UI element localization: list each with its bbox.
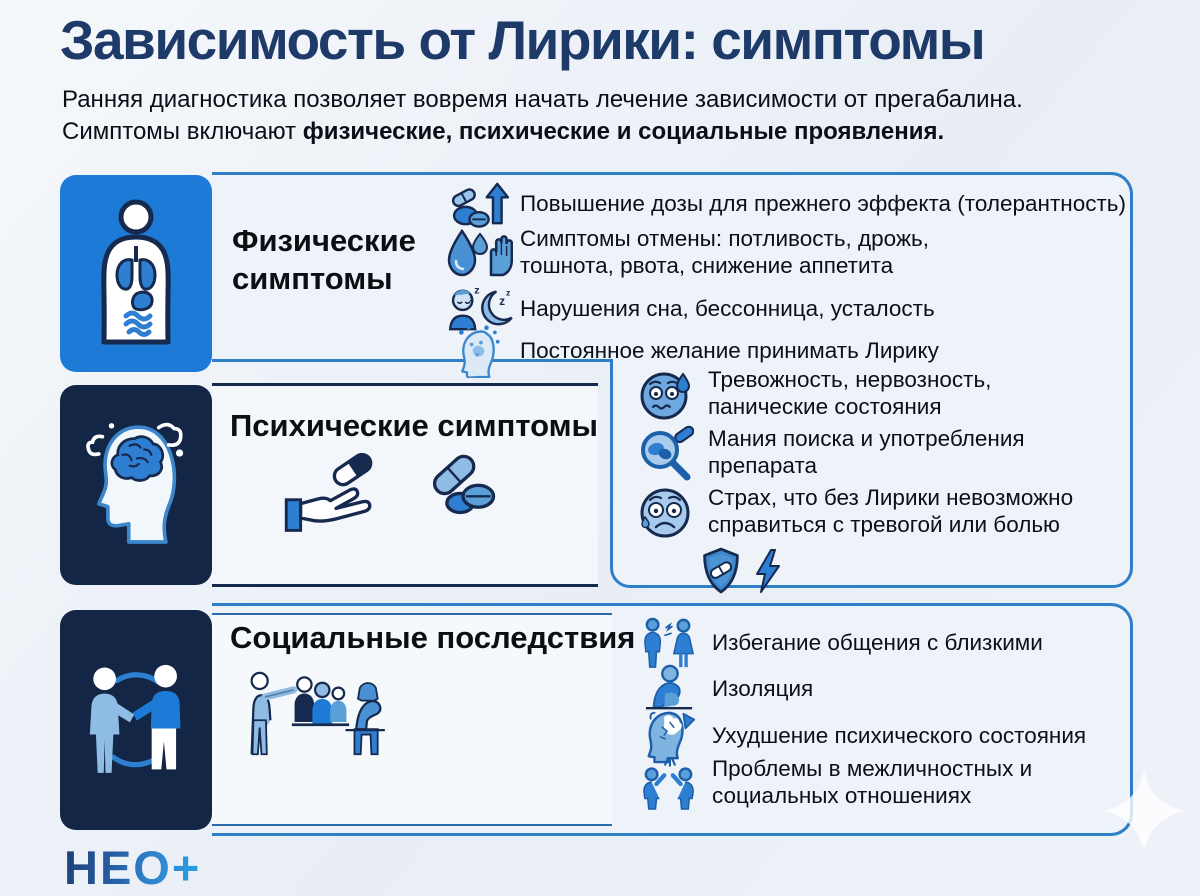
symptom-text: Симптомы отмены: потливость, дрожь, тошнота, рвота, снижение аппетита	[520, 226, 929, 278]
brand-plus: +	[171, 841, 202, 894]
symptom-text: Избегание общения с близкими	[712, 629, 1043, 655]
symptom-text: Ухудшение психического состояния	[712, 722, 1087, 748]
list-item	[638, 616, 1043, 670]
physical-section-title	[232, 222, 416, 298]
list-item	[638, 664, 813, 714]
list-item	[636, 424, 1088, 482]
people-interaction-icon	[75, 644, 197, 797]
list-item	[638, 756, 1072, 810]
psychological-footer-icons	[700, 546, 782, 601]
intro-line2-regular: Симптомы включают	[62, 117, 303, 145]
symptom-text: Нарушения сна, бессонница, усталость	[520, 295, 935, 321]
symptom-text: Мания поиска и употребления препарата	[708, 426, 1025, 478]
hand-giving-pill-icon	[280, 448, 396, 545]
list-item	[446, 226, 960, 279]
psychological-label-icons	[280, 448, 504, 545]
intro-text	[62, 84, 1023, 147]
drug-seeking-magnifier-icon	[636, 424, 694, 482]
social-section-title: Социальные последствия	[230, 620, 636, 655]
symptom-text: Изоляция	[712, 675, 814, 701]
anxious-face-icon	[636, 366, 694, 422]
social-tile	[60, 610, 212, 830]
list-item	[446, 180, 1126, 228]
human-body-anatomy-icon	[84, 196, 188, 351]
craving-head-icon	[446, 324, 514, 378]
symptom-text: Повышение дозы для прежнего эффекта (толерантность)	[520, 190, 1126, 216]
symptom-text: Проблемы в межличностных и социальных отношениях	[712, 756, 1033, 808]
isolation-icon	[638, 664, 700, 714]
physical-title-line2: симптомы	[232, 260, 393, 296]
physical-title-line1: Физические	[232, 223, 416, 258]
family-group-icon	[240, 664, 392, 769]
lightning-icon	[754, 548, 782, 599]
pills-icon	[424, 448, 504, 521]
symptom-text: Тревожность, нервозность, панические состояния	[708, 367, 992, 419]
pills-dose-increase-icon	[446, 180, 514, 228]
head-brain-icon	[77, 407, 195, 564]
svg-text:z: z	[505, 287, 511, 298]
svg-text:z: z	[499, 296, 505, 309]
avoiding-contact-icon	[638, 616, 700, 670]
svg-text:z: z	[469, 294, 474, 304]
symptom-text: Постоянное желание принимать Лирику	[520, 337, 939, 363]
sweat-drops-tremor-hand-icon	[446, 227, 514, 279]
psychological-tile	[60, 385, 212, 585]
page-title: Зависимость от Лирики: симптомы	[60, 9, 985, 71]
list-item	[636, 484, 1148, 540]
shield-pill-icon	[700, 546, 742, 601]
fearful-face-icon	[636, 484, 694, 540]
list-item	[636, 366, 1048, 422]
svg-text:z: z	[474, 284, 480, 297]
sparkle-watermark-icon	[1103, 770, 1185, 857]
psychological-section-title: Психические симптомы	[230, 408, 599, 443]
brand-name: НЕО	[64, 841, 172, 894]
intro-line2-bold: физические, психические и социальные проявления.	[302, 117, 945, 145]
brand-logo	[64, 840, 201, 895]
symptom-text: Страх, что без Лирики невозможно справиться с тревогой или болью	[708, 485, 1074, 537]
intro-line1: Ранняя диагностика позволяет вовремя начать лечение зависимости от прегабалина.	[62, 86, 1023, 113]
interpersonal-conflict-icon	[638, 756, 700, 810]
physical-tile	[60, 175, 212, 372]
